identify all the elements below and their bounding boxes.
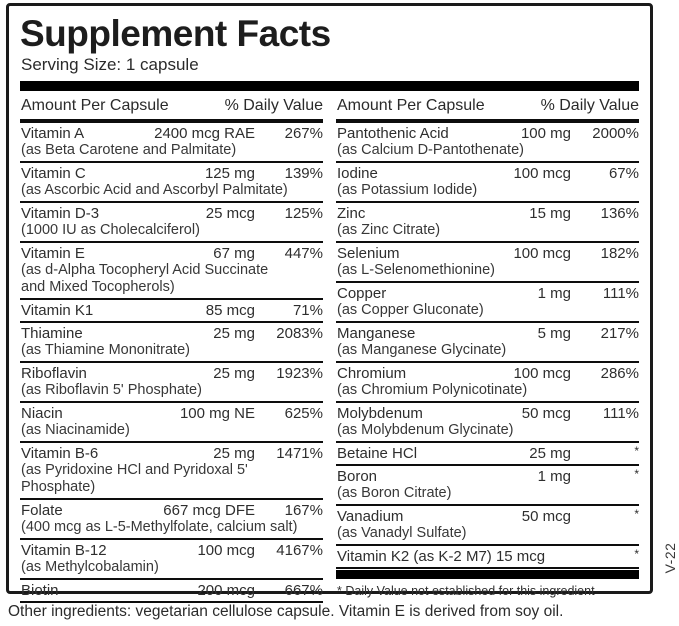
table-row-main	[21, 302, 323, 319]
nutrient-source: and Mixed Tocopherols)	[21, 278, 175, 295]
nutrient-amount: 67 mg	[213, 244, 255, 262]
nutrient-source: (400 mcg as L-5-Methylfolate, calcium salt)	[21, 518, 298, 535]
table-row-main	[337, 205, 639, 222]
nutrient-amount: 1 mg	[537, 284, 571, 302]
nutrient-amount: 100 mg NE	[179, 404, 255, 422]
nutrient-source: (as Copper Gluconate)	[337, 301, 484, 318]
table-row	[336, 283, 639, 323]
table-row	[336, 546, 639, 569]
nutrient-daily-value: 286%	[600, 364, 639, 382]
nutrient-name: Manganese	[337, 324, 416, 342]
table-row-main	[337, 445, 639, 462]
table-row-main	[337, 125, 639, 142]
nutrient-daily-value: 111%	[602, 404, 639, 422]
footer-divider-bar	[336, 570, 639, 579]
daily-value-footnote: * Daily Value not established for this ingredient	[337, 584, 595, 598]
nutrient-amount: 25 mg	[529, 444, 571, 462]
nutrient-source: (as Calcium D-Pantothenate)	[337, 141, 524, 158]
nutrient-amount: 100 mcg	[513, 364, 571, 382]
nutrient-daily-value: *	[634, 506, 639, 521]
nutrient-name: Vanadium	[337, 507, 404, 525]
supplement-facts-panel	[6, 3, 653, 599]
daily-value-header: % Daily Value	[224, 97, 323, 114]
nutrient-amount: 2400 mcg RAE	[154, 124, 255, 142]
nutrient-source: (as Vanadyl Sulfate)	[337, 524, 467, 541]
nutrient-amount: 100 mg	[520, 124, 571, 142]
table-row-main	[337, 508, 639, 525]
table-row-main	[21, 502, 323, 519]
nutrient-name: Pantothenic Acid	[337, 124, 449, 142]
nutrient-name: Iodine	[337, 164, 378, 182]
table-row-main	[337, 468, 639, 485]
table-row	[336, 323, 639, 363]
nutrient-source: Phosphate)	[21, 478, 96, 495]
table-row-main	[21, 125, 323, 142]
nutrient-daily-value: 2000%	[592, 124, 639, 142]
table-row-main	[21, 405, 323, 422]
nutrient-name: Betaine HCl	[337, 444, 418, 462]
nutrient-daily-value: 625%	[284, 404, 323, 422]
table-row-main	[21, 245, 323, 262]
nutrient-amount: 667 mcg DFE	[163, 501, 255, 519]
nutrient-source: (as Potassium Iodide)	[337, 181, 478, 198]
nutrient-daily-value: 167%	[284, 501, 323, 519]
nutrient-source: (as Chromium Polynicotinate)	[337, 381, 528, 398]
nutrient-name: Thiamine	[21, 324, 83, 342]
nutrient-source: (as Beta Carotene and Palmitate)	[21, 141, 237, 158]
table-row-main	[337, 325, 639, 342]
nutrient-daily-value: 139%	[284, 164, 323, 182]
nutrient-columns	[20, 96, 639, 603]
nutrient-name: Riboflavin	[21, 364, 87, 382]
nutrient-source: (as Riboflavin 5' Phosphate)	[21, 381, 202, 398]
nutrient-amount: 85 mcg	[205, 301, 255, 319]
nutrient-name: Vitamin B-12	[21, 541, 107, 559]
nutrient-source: (1000 IU as Cholecalciferol)	[21, 221, 200, 238]
nutrient-name: Boron	[337, 467, 378, 485]
nutrient-amount: 200 mcg	[197, 581, 255, 599]
table-row	[20, 540, 323, 580]
left-column	[20, 96, 323, 603]
nutrient-source: (as d-Alpha Tocopheryl Acid Succinate	[21, 261, 269, 278]
nutrient-daily-value: *	[634, 466, 639, 481]
nutrient-name: Vitamin C	[21, 164, 86, 182]
amount-per-capsule-header: Amount Per Capsule	[21, 97, 169, 114]
nutrient-daily-value: *	[634, 546, 639, 561]
table-row-main	[21, 365, 323, 382]
table-row-main	[21, 205, 323, 222]
side-code-label: V-22	[662, 542, 678, 574]
nutrient-source: (as Boron Citrate)	[337, 484, 452, 501]
nutrient-name: Selenium	[337, 244, 400, 262]
right-rows	[336, 123, 639, 569]
nutrient-amount: 125 mg	[204, 164, 255, 182]
other-ingredients-text: Other ingredients: vegetarian cellulose capsule. Vitamin E is derived from soy oil.	[8, 603, 564, 620]
nutrient-amount: 50 mcg	[521, 507, 571, 525]
table-row-main	[337, 365, 639, 382]
left-column-header	[20, 96, 323, 123]
nutrient-amount: 100 mcg	[197, 541, 255, 559]
table-row-main	[337, 245, 639, 262]
table-row-main	[21, 325, 323, 342]
nutrient-source: (as Manganese Glycinate)	[337, 341, 507, 358]
nutrient-name: Niacin	[21, 404, 63, 422]
amount-per-capsule-header: Amount Per Capsule	[337, 97, 485, 114]
table-row	[336, 243, 639, 283]
table-row	[20, 300, 323, 323]
table-row-main	[337, 165, 639, 182]
nutrient-source: (as Methylcobalamin)	[21, 558, 159, 575]
table-row	[20, 580, 323, 603]
nutrient-amount: 50 mcg	[521, 404, 571, 422]
nutrient-daily-value: 217%	[600, 324, 639, 342]
nutrient-daily-value: *	[634, 443, 639, 458]
nutrient-name: Molybdenum	[337, 404, 423, 422]
nutrient-name: Chromium	[337, 364, 407, 382]
nutrient-name: Vitamin D-3	[21, 204, 100, 222]
table-row	[20, 203, 323, 243]
table-row	[20, 163, 323, 203]
nutrient-source: (as Pyridoxine HCl and Pyridoxal 5'	[21, 461, 248, 478]
nutrient-name: Biotin	[21, 581, 59, 599]
table-row	[336, 506, 639, 546]
nutrient-amount: 5 mg	[537, 324, 571, 342]
nutrient-daily-value: 4167%	[276, 541, 323, 559]
nutrient-name: Vitamin A	[21, 124, 85, 142]
nutrient-daily-value: 1471%	[276, 444, 323, 462]
table-row	[336, 466, 639, 506]
nutrient-name: Copper	[337, 284, 387, 302]
nutrient-daily-value: 182%	[600, 244, 639, 262]
nutrient-name: Vitamin B-6	[21, 444, 99, 462]
nutrient-source: (as Ascorbic Acid and Ascorbyl Palmitate)	[21, 181, 288, 198]
header-divider-bar	[20, 81, 639, 91]
nutrient-daily-value: 1923%	[276, 364, 323, 382]
table-row	[336, 203, 639, 243]
table-row-main	[337, 285, 639, 302]
nutrient-amount: 100 mcg	[513, 164, 571, 182]
table-row	[336, 403, 639, 443]
table-row	[336, 123, 639, 163]
nutrient-daily-value: 447%	[284, 244, 323, 262]
table-row	[20, 243, 323, 300]
nutrient-amount: 15 mg	[529, 204, 571, 222]
nutrient-daily-value: 71%	[292, 301, 323, 319]
table-row	[20, 123, 323, 163]
nutrient-daily-value: 111%	[602, 284, 639, 302]
nutrient-daily-value: 667%	[284, 581, 323, 599]
right-column	[336, 96, 639, 603]
table-row	[336, 163, 639, 203]
serving-size: Serving Size: 1 capsule	[21, 55, 199, 74]
nutrient-name: Folate	[21, 501, 63, 519]
table-row	[20, 500, 323, 540]
table-row	[20, 363, 323, 403]
nutrient-amount: 100 mcg	[513, 244, 571, 262]
nutrient-source: (as L-Selenomethionine)	[337, 261, 495, 278]
panel-title: Supplement Facts	[20, 13, 331, 54]
right-column-header	[336, 96, 639, 123]
table-row	[20, 443, 323, 500]
nutrient-daily-value: 2083%	[276, 324, 323, 342]
nutrient-source: (as Thiamine Mononitrate)	[21, 341, 190, 358]
table-row	[336, 363, 639, 403]
nutrient-amount: 1 mg	[537, 467, 571, 485]
nutrient-amount: 25 mcg	[205, 204, 255, 222]
nutrient-source: (as Molybdenum Glycinate)	[337, 421, 514, 438]
nutrient-name: Zinc	[337, 204, 366, 222]
daily-value-header: % Daily Value	[540, 97, 639, 114]
table-row	[20, 403, 323, 443]
table-row-main	[21, 582, 323, 599]
table-row-main	[337, 405, 639, 422]
nutrient-daily-value: 125%	[284, 204, 323, 222]
table-row	[336, 443, 639, 466]
left-rows	[20, 123, 323, 603]
table-row-main	[21, 445, 323, 462]
nutrient-name: Vitamin K2 (as K-2 M7) 15 mcg	[337, 547, 546, 565]
nutrient-daily-value: 67%	[608, 164, 639, 182]
nutrient-amount: 25 mg	[213, 364, 255, 382]
nutrient-source: (as Niacinamide)	[21, 421, 130, 438]
nutrient-amount: 25 mg	[213, 324, 255, 342]
table-row-main	[21, 542, 323, 559]
nutrient-amount: 25 mg	[213, 444, 255, 462]
table-row	[20, 323, 323, 363]
nutrient-daily-value: 267%	[284, 124, 323, 142]
nutrient-daily-value: 136%	[600, 204, 639, 222]
table-row-main	[337, 548, 639, 565]
table-row-main	[21, 165, 323, 182]
nutrient-name: Vitamin K1	[21, 301, 94, 319]
nutrient-source: (as Zinc Citrate)	[337, 221, 441, 238]
nutrient-name: Vitamin E	[21, 244, 85, 262]
